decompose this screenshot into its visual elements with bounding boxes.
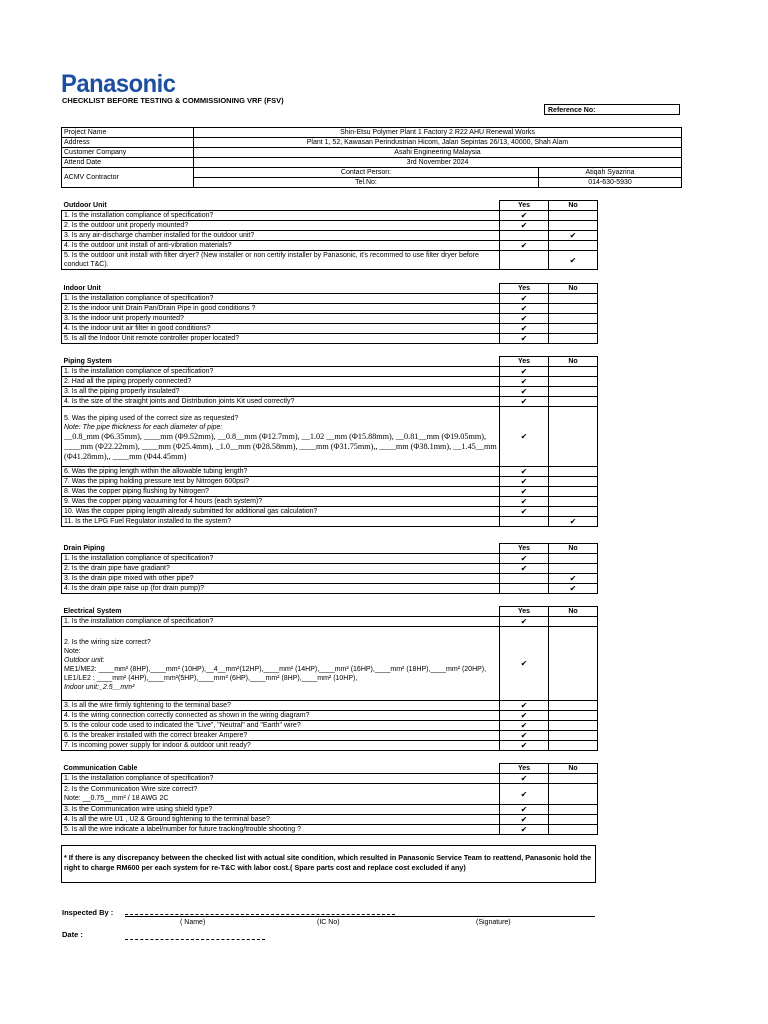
check-mark: ✔ <box>500 805 549 815</box>
table-row: 6. Was the piping length within the allowable tubing length? ✔ <box>62 467 598 477</box>
indoor-unit-table <box>61 283 598 344</box>
table-row: 9. Was the copper piping vacuuming for 4 hours (each system)? ✔ <box>62 497 598 507</box>
check-mark: ✔ <box>500 627 549 701</box>
check-mark: ✔ <box>500 487 549 497</box>
customer-value: Asahi Engineering Malaysia <box>194 148 682 158</box>
no-header: No <box>549 284 598 294</box>
table-row: 8. Was the copper piping flushing by Nitrogen? ✔ <box>62 487 598 497</box>
yes-header: Yes <box>500 201 549 211</box>
inspected-signature-line <box>125 916 595 917</box>
date-label: Attend Date <box>62 158 194 168</box>
section-title: Outdoor Unit <box>62 201 500 211</box>
yes-header: Yes <box>500 284 549 294</box>
yes-header: Yes <box>500 544 549 554</box>
check-mark: ✔ <box>500 497 549 507</box>
check-mark: ✔ <box>500 387 549 397</box>
project-name-value: Shin-Etsu Polymer Plant 1 Factory 2 R22 AHU Renewal Works <box>194 128 682 138</box>
check-mark: ✔ <box>500 564 549 574</box>
check-mark: ✔ <box>500 294 549 304</box>
check-mark: ✔ <box>500 774 549 784</box>
date-line <box>125 939 265 940</box>
tel-label: Tel.No: <box>194 178 539 188</box>
reference-field: Reference No: <box>544 104 680 115</box>
table-row: 5. Is all the wire indicate a label/number for future tracking/trouble shooting ? ✔ <box>62 825 598 835</box>
no-header: No <box>549 607 598 617</box>
check-mark: ✔ <box>500 815 549 825</box>
table-row: 1. Is the installation compliance of specification? ✔ <box>62 774 598 784</box>
check-mark: ✔ <box>500 221 549 231</box>
check-mark: ✔ <box>500 241 549 251</box>
brand-logo: Panasonic <box>61 70 176 98</box>
check-mark: ✔ <box>500 334 549 344</box>
inspected-by-label: Inspected By : <box>62 908 114 917</box>
check-mark: ✔ <box>500 397 549 407</box>
discrepancy-notice: * If there is any discrepancy between the checked list with actual site condition, which resulted in Panasonic Service Team to reattend, Panasonic hold the right to charge RM600 per each system for re-T&C with labor cost.( Spare parts cost and replace cost excluded if any) <box>61 845 596 883</box>
table-row: 10. Was the copper piping length already submitted for additional gas calculation? ✔ <box>62 507 598 517</box>
table-row: 4. Is the indoor unit air filter in good conditions? ✔ <box>62 324 598 334</box>
section-title: Electrical System <box>62 607 500 617</box>
check-mark: ✔ <box>500 617 549 627</box>
check-mark: ✔ <box>500 467 549 477</box>
check-mark: ✔ <box>500 377 549 387</box>
check-mark: ✔ <box>500 314 549 324</box>
yes-header: Yes <box>500 764 549 774</box>
table-row: 5. Is all the Indoor Unit remote controller proper located? ✔ <box>62 334 598 344</box>
document-title: CHECKLIST BEFORE TESTING & COMMISSIONING VRF (FSV) <box>62 96 284 105</box>
table-row: 5. Is the outdoor unit install with filter dryer? (New installer or non certify installer by Panasonic, it's recommed to use filter dryer before conduct T&C). ✔ <box>62 251 598 270</box>
section-title: Indoor Unit <box>62 284 500 294</box>
contact-label: Contact Person: <box>194 168 539 178</box>
check-mark: ✔ <box>500 784 549 805</box>
check-mark: ✔ <box>549 584 598 594</box>
check-mark: ✔ <box>500 554 549 564</box>
ic-caption: (IC No) <box>317 919 340 926</box>
yes-header: Yes <box>500 607 549 617</box>
drain-piping-table <box>61 543 598 594</box>
communication-cable-table <box>61 763 598 835</box>
project-name-label: Project Name <box>62 128 194 138</box>
check-mark: ✔ <box>549 231 598 241</box>
check-mark: ✔ <box>549 251 598 270</box>
table-row: 11. Is the LPG Fuel Regulator installed to the system? ✔ <box>62 517 598 527</box>
table-row: 1. Is the installation compliance of specification? ✔ <box>62 211 598 221</box>
table-row: 4. Is the size of the straight joints and Distribution joints Kit used correctly? ✔ <box>62 397 598 407</box>
check-mark: ✔ <box>500 825 549 835</box>
check-mark: ✔ <box>500 407 549 467</box>
section-title: Communication Cable <box>62 764 500 774</box>
contractor-label: ACMV Contractor <box>62 168 194 188</box>
table-row: 1. Is the installation compliance of specification? ✔ <box>62 294 598 304</box>
table-row: 2. Is the outdoor unit properly mounted? ✔ <box>62 221 598 231</box>
check-mark: ✔ <box>500 477 549 487</box>
table-row: 2. Is the drain pipe have gradiant? ✔ <box>62 564 598 574</box>
table-row: 3. Is all the wire firmly tightening to the terminal base? ✔ <box>62 701 598 711</box>
address-label: Address <box>62 138 194 148</box>
yes-header: Yes <box>500 357 549 367</box>
table-row: 3. Is the indoor unit properly mounted? ✔ <box>62 314 598 324</box>
no-header: No <box>549 544 598 554</box>
table-row: 4. Is the drain pipe raise up (for drain pump)? ✔ <box>62 584 598 594</box>
no-header: No <box>549 357 598 367</box>
table-row: 3. Is any air-discharge chamber installed for the outdoor unit? ✔ <box>62 231 598 241</box>
table-row: 1. Is the installation compliance of specification? ✔ <box>62 367 598 377</box>
customer-label: Customer Company <box>62 148 194 158</box>
table-row: 2. Had all the piping properly connected? ✔ <box>62 377 598 387</box>
date-label: Date : <box>62 930 83 939</box>
table-row: 4. Is the wiring connection correctly connected as shown in the wiring diagram? ✔ <box>62 711 598 721</box>
table-row: 3. Is the drain pipe mixed with other pipe? ✔ <box>62 574 598 584</box>
project-info-table <box>61 127 682 188</box>
date-value: 3rd November 2024 <box>194 158 682 168</box>
check-mark: ✔ <box>500 711 549 721</box>
no-header: No <box>549 764 598 774</box>
address-value: Plant 1, 52, Kawasan Perindustrian Hicom, Jalan Sepintas 26/13, 40000, Shah Alam <box>194 138 682 148</box>
check-mark: ✔ <box>500 304 549 314</box>
check-mark: ✔ <box>549 517 598 527</box>
table-row: 6. Is the breaker installed with the correct breaker Ampere? ✔ <box>62 731 598 741</box>
check-mark: ✔ <box>500 507 549 517</box>
table-row: 7. Is incoming power supply for indoor & outdoor unit ready? ✔ <box>62 741 598 751</box>
inspected-dashed-line <box>125 914 395 915</box>
check-mark: ✔ <box>500 211 549 221</box>
table-row: 2. Is the indoor unit Drain Pan/Drain Pipe in good conditions ? ✔ <box>62 304 598 314</box>
contact-value: Atiqah Syazrina <box>539 168 682 178</box>
check-mark: ✔ <box>500 741 549 751</box>
outdoor-unit-table <box>61 200 598 270</box>
table-row: 4. Is the outdoor unit install of anti-vibration materials? ✔ <box>62 241 598 251</box>
name-caption: ( Name) <box>180 919 206 926</box>
check-mark: ✔ <box>500 367 549 377</box>
check-mark: ✔ <box>549 574 598 584</box>
section-title: Piping System <box>62 357 500 367</box>
no-header: No <box>549 201 598 211</box>
table-row: 4. Is all the wire U1 , U2 & Ground tightening to the terminal base? ✔ <box>62 815 598 825</box>
electrical-system-table <box>61 606 598 751</box>
table-row: 5. Is the colour code used to indicated the "Live", "Neutral" and "Earth" wire? ✔ <box>62 721 598 731</box>
table-row: 2. Is the Communication Wire size correct? Note: __0.75__mm² / 18 AWG 2C ✔ <box>62 784 598 805</box>
tel-value: 014-630-5930 <box>539 178 682 188</box>
check-mark: ✔ <box>500 324 549 334</box>
check-mark: ✔ <box>500 721 549 731</box>
piping-system-table <box>61 356 598 527</box>
table-row: 1. Is the installation compliance of specification? ✔ <box>62 554 598 564</box>
table-row: 5. Was the piping used of the correct size as requested? Note: The pipe thickness for each diameter of pipe: __0.8_mm (Φ6.35mm), ____mm (Φ9.52mm), __0.8__mm (Φ12.7mm), __1.02 __mm (Φ15.88mm), __0.81__mm (Φ19.05mm), ____mm (Φ22.22mm), ____mm (Φ25.4mm), _1.0__mm (Φ28.58mm), ____mm (Φ31.75mm),, ____mm (Φ38.1mm), __1.45__mm (Φ41.28mm),, ____mm (Φ44.45mm) ✔ <box>62 407 598 467</box>
section-title: Drain Piping <box>62 544 500 554</box>
table-row: 3. Is the Communication wire using shield type? ✔ <box>62 805 598 815</box>
table-row: 7. Was the piping holding pressure test by Nitrogen 600psi? ✔ <box>62 477 598 487</box>
check-mark: ✔ <box>500 731 549 741</box>
table-row: 1. Is the installation compliance of specification? ✔ <box>62 617 598 627</box>
check-mark: ✔ <box>500 701 549 711</box>
signature-caption: (Signature) <box>476 919 511 926</box>
table-row: 3. Is all the piping properly insulated? ✔ <box>62 387 598 397</box>
table-row: 2. Is the wiring size correct? Note: Outdoor unit: ME1/ME2: ____mm² (8HP),____mm² (10HP),__4__mm²(12HP),____mm² (14HP),____mm² (16HP),____mm² (18HP),____mm² (20HP), LE1/LE2 : ____mm² (4HP),____mm²(5HP),____mm² (6HP),____mm² (8HP),____mm² (10HP), Indoor unit:_2.5__mm² ✔ <box>62 627 598 701</box>
